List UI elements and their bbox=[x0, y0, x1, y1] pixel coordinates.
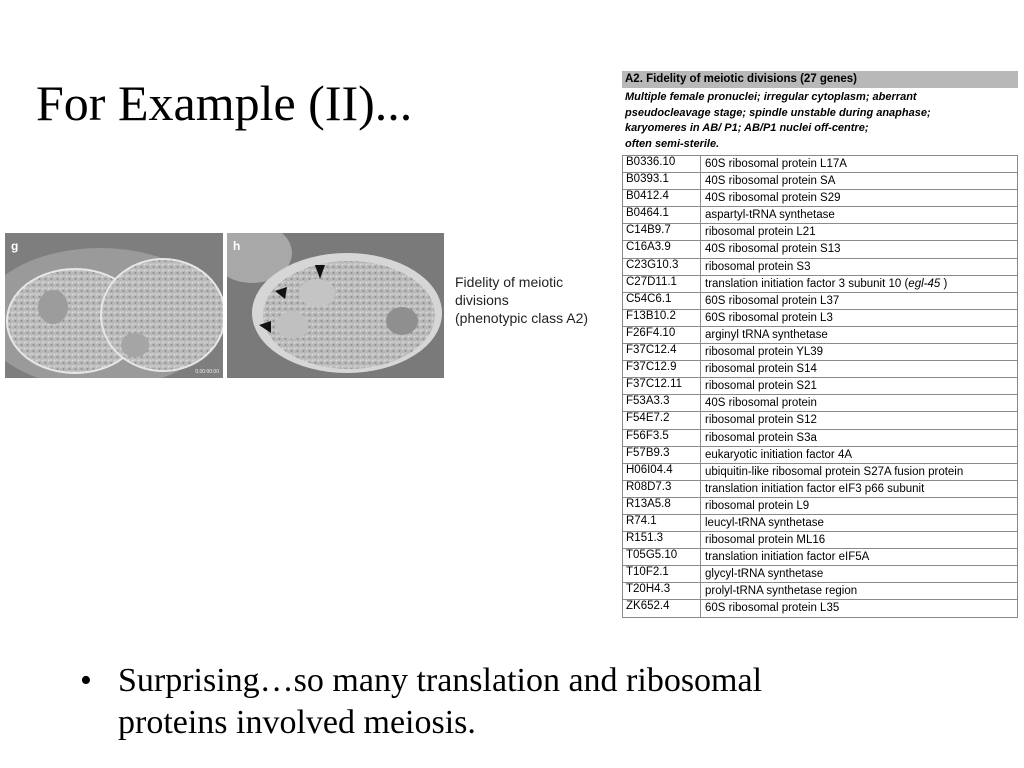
gene-id-cell: C23G10.3 bbox=[623, 259, 701, 275]
table-row bbox=[623, 156, 1017, 173]
protein-name-text: translation initiation factor eIF3 p66 subunit bbox=[705, 482, 925, 495]
gene-id-cell: C14B9.7 bbox=[623, 224, 701, 240]
protein-name-text: 40S ribosomal protein SA bbox=[705, 175, 836, 188]
gene-table bbox=[622, 71, 1018, 618]
protein-name-cell bbox=[701, 600, 1017, 616]
protein-name-text: 40S ribosomal protein S13 bbox=[705, 243, 841, 256]
protein-name-text: 40S ribosomal protein bbox=[705, 397, 817, 410]
table-row bbox=[623, 447, 1017, 464]
protein-name-cell bbox=[701, 190, 1017, 206]
protein-name-text: glycyl-tRNA synthetase bbox=[705, 568, 824, 581]
table-row bbox=[623, 532, 1017, 549]
gene-id-cell: F53A3.3 bbox=[623, 395, 701, 411]
panel-label-g: g bbox=[11, 239, 19, 253]
protein-name-cell bbox=[701, 276, 1017, 292]
protein-name-cell bbox=[701, 310, 1017, 326]
protein-name-cell bbox=[701, 361, 1017, 377]
table-row bbox=[623, 276, 1017, 293]
gene-id-cell: R151.3 bbox=[623, 532, 701, 548]
protein-name-text: eukaryotic initiation factor 4A bbox=[705, 448, 853, 461]
gene-id-cell: F37C12.11 bbox=[623, 378, 701, 394]
gene-id-cell: B0412.4 bbox=[623, 190, 701, 206]
table-row bbox=[623, 259, 1017, 276]
protein-name-text: ribosomal protein L21 bbox=[705, 226, 816, 239]
micrograph-panel-h bbox=[227, 233, 444, 378]
table-row bbox=[623, 310, 1017, 327]
protein-name-cell bbox=[701, 532, 1017, 548]
gene-id-cell: F37C12.4 bbox=[623, 344, 701, 360]
protein-name-cell bbox=[701, 464, 1017, 480]
protein-name-cell bbox=[701, 447, 1017, 463]
protein-name-text: prolyl-tRNA synthetase region bbox=[705, 585, 858, 598]
gene-id-cell: B0393.1 bbox=[623, 173, 701, 189]
table-row bbox=[623, 327, 1017, 344]
protein-name-cell bbox=[701, 259, 1017, 275]
protein-name-cell bbox=[701, 549, 1017, 565]
protein-name-text: aspartyl-tRNA synthetase bbox=[705, 209, 835, 222]
bullet-item bbox=[80, 660, 762, 744]
protein-name-cell bbox=[701, 430, 1017, 446]
gene-id-cell: C16A3.9 bbox=[623, 241, 701, 257]
gene-id-cell: C27D11.1 bbox=[623, 276, 701, 292]
gene-id-cell: F13B10.2 bbox=[623, 310, 701, 326]
protein-name-suffix: ) bbox=[940, 277, 948, 290]
gene-id-cell: R08D7.3 bbox=[623, 481, 701, 497]
protein-name-cell bbox=[701, 224, 1017, 240]
gene-id-cell: C54C6.1 bbox=[623, 293, 701, 309]
table-row bbox=[623, 515, 1017, 532]
protein-name-cell bbox=[701, 378, 1017, 394]
description-line: Multiple female pronuclei; irregular cytoplasm; aberrant bbox=[625, 91, 917, 103]
figure-caption bbox=[455, 273, 615, 327]
protein-name-cell bbox=[701, 515, 1017, 531]
protein-name-text: ribosomal protein S21 bbox=[705, 380, 817, 393]
micrograph-panel-g bbox=[5, 233, 223, 378]
caption-line: divisions bbox=[455, 292, 509, 308]
table-row bbox=[623, 600, 1017, 617]
embryo-image-g bbox=[5, 233, 223, 378]
gene-id-cell: T10F2.1 bbox=[623, 566, 701, 582]
protein-name-text: ubiquitin-like ribosomal protein S27A fusion protein bbox=[705, 465, 964, 478]
table-row bbox=[623, 293, 1017, 310]
slide-title: For Example (II)... bbox=[36, 75, 413, 131]
table-header: A2. Fidelity of meiotic divisions (27 genes) bbox=[622, 71, 1018, 88]
gene-id-cell: F37C12.9 bbox=[623, 361, 701, 377]
caption-line: Fidelity of meiotic bbox=[455, 274, 564, 290]
panel-label-h: h bbox=[233, 239, 241, 253]
protein-name-text: 60S ribosomal protein L35 bbox=[705, 602, 840, 615]
table-row bbox=[623, 430, 1017, 447]
bullet-text-line: proteins involved meiosis. bbox=[118, 704, 476, 741]
table-row bbox=[623, 378, 1017, 395]
table-row bbox=[623, 549, 1017, 566]
caption-line: (phenotypic class A2) bbox=[455, 310, 589, 326]
table-row bbox=[623, 190, 1017, 207]
protein-name-text: ribosomal protein ML16 bbox=[705, 534, 826, 547]
table-description bbox=[622, 88, 1018, 155]
protein-name-text: 60S ribosomal protein L17A bbox=[705, 158, 847, 170]
table-row bbox=[623, 464, 1017, 481]
gene-id-cell: B0464.1 bbox=[623, 207, 701, 223]
protein-name-text: ribosomal protein L9 bbox=[705, 499, 810, 512]
gene-symbol-italic: egl-45 bbox=[908, 277, 941, 290]
description-line: pseudocleavage stage; spindle unstable during anaphase; bbox=[625, 106, 931, 119]
protein-name-text: ribosomal protein YL39 bbox=[705, 346, 824, 359]
protein-name-text: ribosomal protein S12 bbox=[705, 414, 817, 427]
protein-name-text: ribosomal protein S3 bbox=[705, 260, 811, 273]
gene-id-cell: F56F3.5 bbox=[623, 430, 701, 446]
embryo-image-h bbox=[227, 233, 444, 378]
gene-id-cell: B0336.10 bbox=[623, 156, 701, 172]
gene-id-cell: F57B9.3 bbox=[623, 447, 701, 463]
protein-name-cell bbox=[701, 293, 1017, 309]
bullet-list bbox=[80, 660, 762, 744]
table-row bbox=[623, 241, 1017, 258]
protein-name-text: ribosomal protein S14 bbox=[705, 363, 817, 376]
table-row bbox=[623, 224, 1017, 241]
protein-name-text: arginyl tRNA synthetase bbox=[705, 328, 828, 341]
protein-name-cell bbox=[701, 566, 1017, 582]
protein-name-text: translation initiation factor 3 subunit 10 ( bbox=[705, 277, 909, 290]
protein-name-cell bbox=[701, 241, 1017, 257]
gene-id-cell: F26F4.10 bbox=[623, 327, 701, 343]
protein-name-cell bbox=[701, 156, 1017, 172]
protein-name-cell bbox=[701, 583, 1017, 599]
table-row bbox=[623, 583, 1017, 600]
table-row bbox=[623, 412, 1017, 429]
bullet-dot-icon: • bbox=[80, 662, 92, 699]
protein-name-cell bbox=[701, 173, 1017, 189]
gene-id-cell: T05G5.10 bbox=[623, 549, 701, 565]
description-line: often semi-sterile. bbox=[625, 137, 720, 150]
protein-name-cell bbox=[701, 207, 1017, 223]
protein-name-text: leucyl-tRNA synthetase bbox=[705, 516, 824, 529]
gene-id-cell: ZK652.4 bbox=[623, 600, 701, 616]
table-row bbox=[623, 361, 1017, 378]
protein-name-text: ribosomal protein S3a bbox=[705, 431, 817, 444]
protein-name-cell bbox=[701, 395, 1017, 411]
gene-id-cell: R13A5.8 bbox=[623, 498, 701, 514]
protein-name-cell bbox=[701, 498, 1017, 514]
gene-id-cell: H06I04.4 bbox=[623, 464, 701, 480]
gene-id-cell: F54E7.2 bbox=[623, 412, 701, 428]
table-row bbox=[623, 566, 1017, 583]
protein-name-text: 60S ribosomal protein L37 bbox=[705, 294, 840, 307]
protein-name-cell bbox=[701, 481, 1017, 497]
protein-name-text: translation initiation factor eIF5A bbox=[705, 551, 870, 564]
description-line: karyomeres in AB/ P1; AB/P1 nuclei off-centre; bbox=[625, 122, 869, 134]
bullet-text-line: Surprising…so many translation and ribosomal bbox=[118, 662, 763, 699]
protein-name-cell bbox=[701, 412, 1017, 428]
table-row bbox=[623, 344, 1017, 361]
gene-id-cell: T20H4.3 bbox=[623, 583, 701, 599]
table-row bbox=[623, 173, 1017, 190]
table-row bbox=[623, 481, 1017, 498]
gene-id-cell: R74.1 bbox=[623, 515, 701, 531]
protein-name-cell bbox=[701, 344, 1017, 360]
protein-name-text: 40S ribosomal protein S29 bbox=[705, 192, 841, 205]
protein-name-text: 60S ribosomal protein L3 bbox=[705, 311, 833, 324]
table-row bbox=[623, 498, 1017, 515]
table-row bbox=[623, 207, 1017, 224]
table-row bbox=[623, 395, 1017, 412]
timestamp-label: 0.00:00:00 bbox=[195, 369, 219, 375]
table-body bbox=[622, 155, 1018, 618]
protein-name-cell bbox=[701, 327, 1017, 343]
